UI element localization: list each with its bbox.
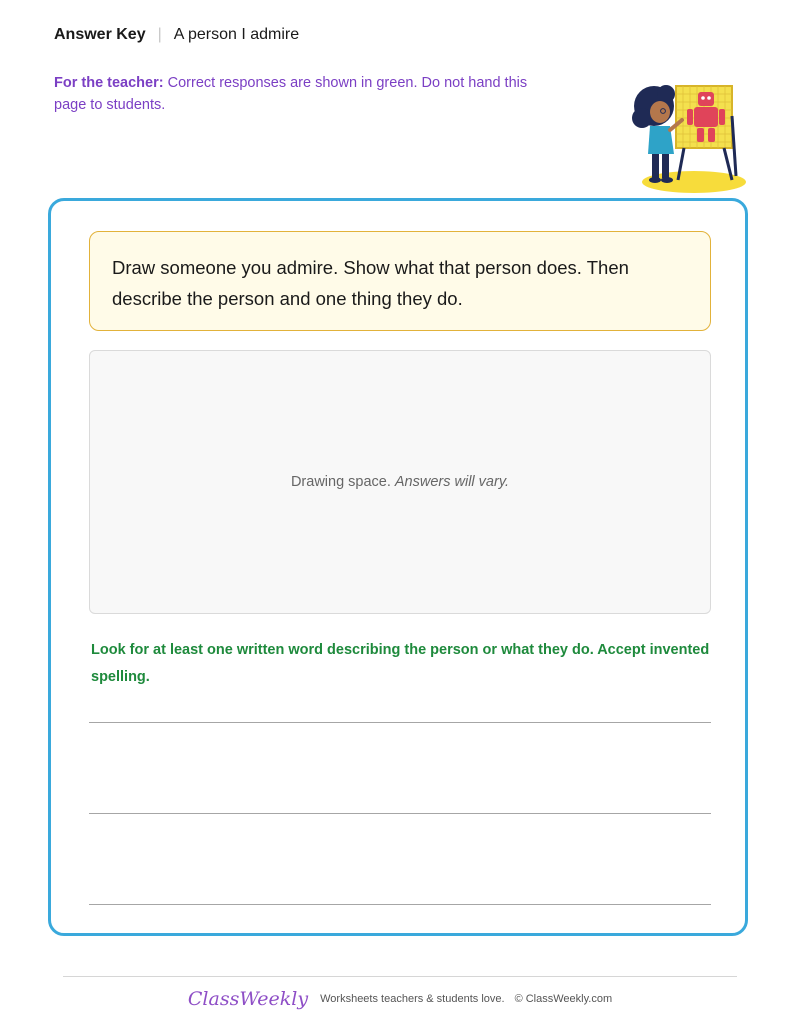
brand-logo: ClassWeekly bbox=[187, 988, 309, 1010]
prompt-text: Draw someone you admire. Show what that person does. Then describe the person and one thing they do. bbox=[112, 257, 629, 309]
writing-line-1[interactable] bbox=[89, 722, 711, 723]
teacher-note-text: Correct responses are shown in green. Do not hand this page to students. bbox=[54, 75, 528, 113]
teacher-note bbox=[54, 72, 554, 116]
girl-with-easel-illustration bbox=[628, 80, 752, 196]
footer-divider bbox=[63, 976, 737, 977]
page-header bbox=[54, 26, 299, 44]
header-separator: | bbox=[157, 26, 162, 43]
writing-line-3[interactable] bbox=[89, 904, 711, 905]
page-title: A person I admire bbox=[173, 26, 300, 43]
writing-line-2[interactable] bbox=[89, 813, 711, 814]
prompt-box bbox=[89, 231, 711, 331]
footer-tagline: Worksheets teachers & students love. bbox=[320, 993, 505, 1005]
drawing-space[interactable] bbox=[89, 350, 711, 614]
answer-guidance: Look for at least one written word describing the person or what they do. Accept invented spelling. bbox=[91, 642, 710, 685]
footer bbox=[0, 988, 800, 1010]
footer-copyright: © ClassWeekly.com bbox=[514, 993, 613, 1005]
drawing-space-label: Drawing space. bbox=[290, 474, 391, 490]
drawing-space-note: Answers will vary. bbox=[394, 474, 510, 490]
answer-key-label: Answer Key bbox=[54, 26, 146, 43]
teacher-note-label: For the teacher: bbox=[54, 75, 164, 91]
